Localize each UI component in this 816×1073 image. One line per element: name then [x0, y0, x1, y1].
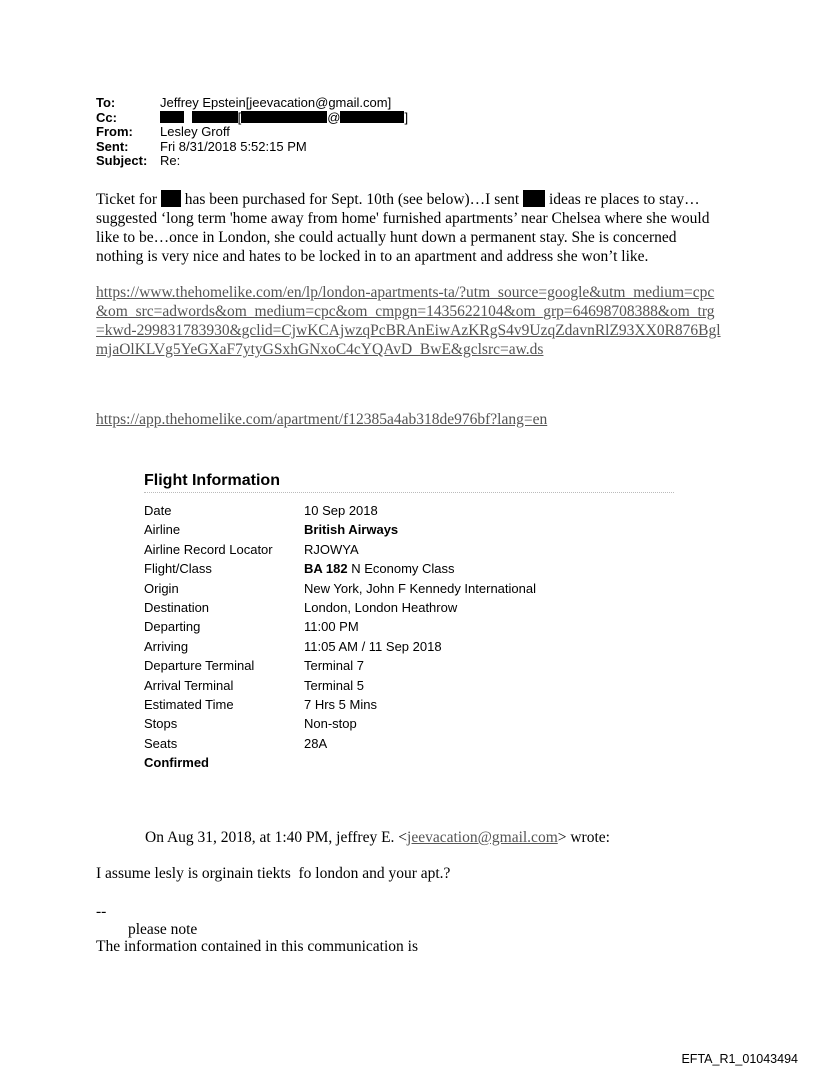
cc-label: Cc: [96, 109, 117, 125]
redaction-box [161, 190, 181, 207]
flight-row-value: 7 Hrs 5 Mins [304, 696, 377, 712]
flight-row-label: Airline Record Locator [144, 541, 273, 557]
from-value: Lesley Groff [160, 124, 230, 139]
flight-row-value: RJOWYA [304, 541, 359, 557]
sender-email-link[interactable]: jeevacation@gmail.com [407, 829, 558, 846]
flight-row-label: Destination [144, 599, 210, 615]
flight-info-title: Flight Information [144, 472, 674, 493]
flight-row [144, 714, 674, 733]
flight-row-label: Departing [144, 619, 201, 635]
quote-intro [145, 828, 610, 847]
flight-class: N Economy Class [347, 561, 455, 577]
cc-value [160, 111, 408, 126]
flight-row-label: Stops [144, 716, 178, 732]
flight-row [144, 501, 674, 520]
flight-number: BA 182 [304, 561, 348, 577]
email-header [96, 96, 408, 169]
flight-row [144, 637, 674, 656]
sent-value: Fri 8/31/2018 5:52:15 PM [160, 138, 307, 154]
flight-row-label: Estimated Time [144, 696, 234, 712]
redaction-box [160, 111, 184, 123]
flight-row-value: New York, John F Kennedy International [304, 580, 536, 596]
p1-part-c: ideas re places to stay…suggested ‘long term 'home away from home' furnished apartments’ near Chelsea where she would like to be…once in London, she could actually hunt down a permanent stay. She is concerned nothing is very nice and hates to be locked in to an apartment and address she won’t like. [96, 191, 710, 265]
message-paragraph [96, 190, 721, 266]
flight-row [144, 676, 674, 695]
subject-row [96, 154, 408, 169]
flight-row-value: British Airways [304, 522, 399, 538]
from-row [96, 125, 408, 140]
flight-row [144, 579, 674, 598]
flight-status-row [144, 753, 674, 772]
flight-row [144, 520, 674, 539]
redaction-box [192, 111, 238, 123]
flight-info-table [144, 472, 674, 772]
sent-row [96, 140, 408, 155]
flight-row-value: 11:00 PM [304, 619, 359, 635]
flight-row-label: Airline [144, 522, 181, 538]
flight-row-label: Arriving [144, 638, 189, 654]
flight-row [144, 695, 674, 714]
flight-row-label: Origin [144, 580, 179, 596]
apartment-link[interactable]: https://app.thehomelike.com/apartment/f12385a4ab318de976bf?lang=en [96, 411, 548, 428]
p1-part-b: has been purchased for Sept. 10th (see below)…I sent [184, 191, 520, 208]
redaction-box [523, 190, 545, 207]
flight-row-value: Non-stop [304, 716, 357, 732]
homelike-link[interactable]: https://www.thehomelike.com/en/lp/london-apartments-ta/?utm_source=google&utm_medium=cpc&om_src=adwords&om_medium=cpc&om_cmpgn=1435622104&om_grp=64698708388&om_trg=kwd-299831783930&gclid=CjwKCAjwzqPcBRAnEiwAzKRgS4v9UzqZdavnRlZ93XX0R876BglmjaOlKLVg5YeGXaF7ytyGSxhGNxoC4cYQAvD_BwE&gclsrc=aw.ds [96, 284, 721, 358]
cc-at: @ [327, 109, 341, 125]
flight-row [144, 559, 674, 578]
please-note: please note [128, 921, 198, 938]
flight-row-label: Date [144, 503, 172, 518]
flight-row-label: Arrival Terminal [144, 677, 234, 693]
cc-bracket-close: ] [404, 109, 409, 125]
subject-label: Subject: [96, 153, 148, 168]
to-row [96, 96, 408, 111]
redaction-box [340, 111, 404, 123]
subject-value: Re: [160, 153, 181, 168]
flight-row-label: Seats [144, 735, 178, 751]
flight-status: Confirmed [144, 755, 209, 771]
to-value: Jeffrey Epstein[jeevacation@gmail.com] [160, 95, 392, 110]
flight-row-label: Flight/Class [144, 561, 212, 577]
flight-row [144, 656, 674, 675]
disclaimer-text: The information contained in this communication is [96, 938, 418, 955]
redaction-box [241, 111, 327, 123]
flight-row [144, 598, 674, 617]
quote-intro-a: On Aug 31, 2018, at 1:40 PM, jeffrey E. < [145, 829, 408, 846]
to-label: To: [96, 95, 116, 110]
flight-row-value: Terminal 7 [304, 658, 364, 674]
cc-bracket-open: [ [237, 109, 242, 125]
flight-row-value: 10 Sep 2018 [304, 503, 378, 518]
cc-row [96, 111, 408, 126]
p1-part-a: Ticket for [96, 191, 157, 208]
flight-row-value: Terminal 5 [304, 677, 364, 693]
flight-row [144, 617, 674, 636]
flight-row-value [304, 559, 455, 578]
document-id: EFTA_R1_01043494 [681, 1052, 798, 1066]
flight-row-value: London, London Heathrow [304, 599, 458, 615]
flight-row [144, 540, 674, 559]
flight-row-value: 28A [304, 735, 328, 751]
signature-separator: -- [96, 903, 107, 920]
sent-label: Sent: [96, 138, 129, 154]
quoted-line: I assume lesly is orginain tiekts fo london and your apt.? [96, 865, 451, 882]
flight-row-value: 11:05 AM / 11 Sep 2018 [304, 638, 442, 654]
flight-row-label: Departure Terminal [144, 658, 255, 674]
from-label: From: [96, 124, 133, 139]
flight-row [144, 734, 674, 753]
quote-intro-b: > wrote: [557, 829, 610, 846]
